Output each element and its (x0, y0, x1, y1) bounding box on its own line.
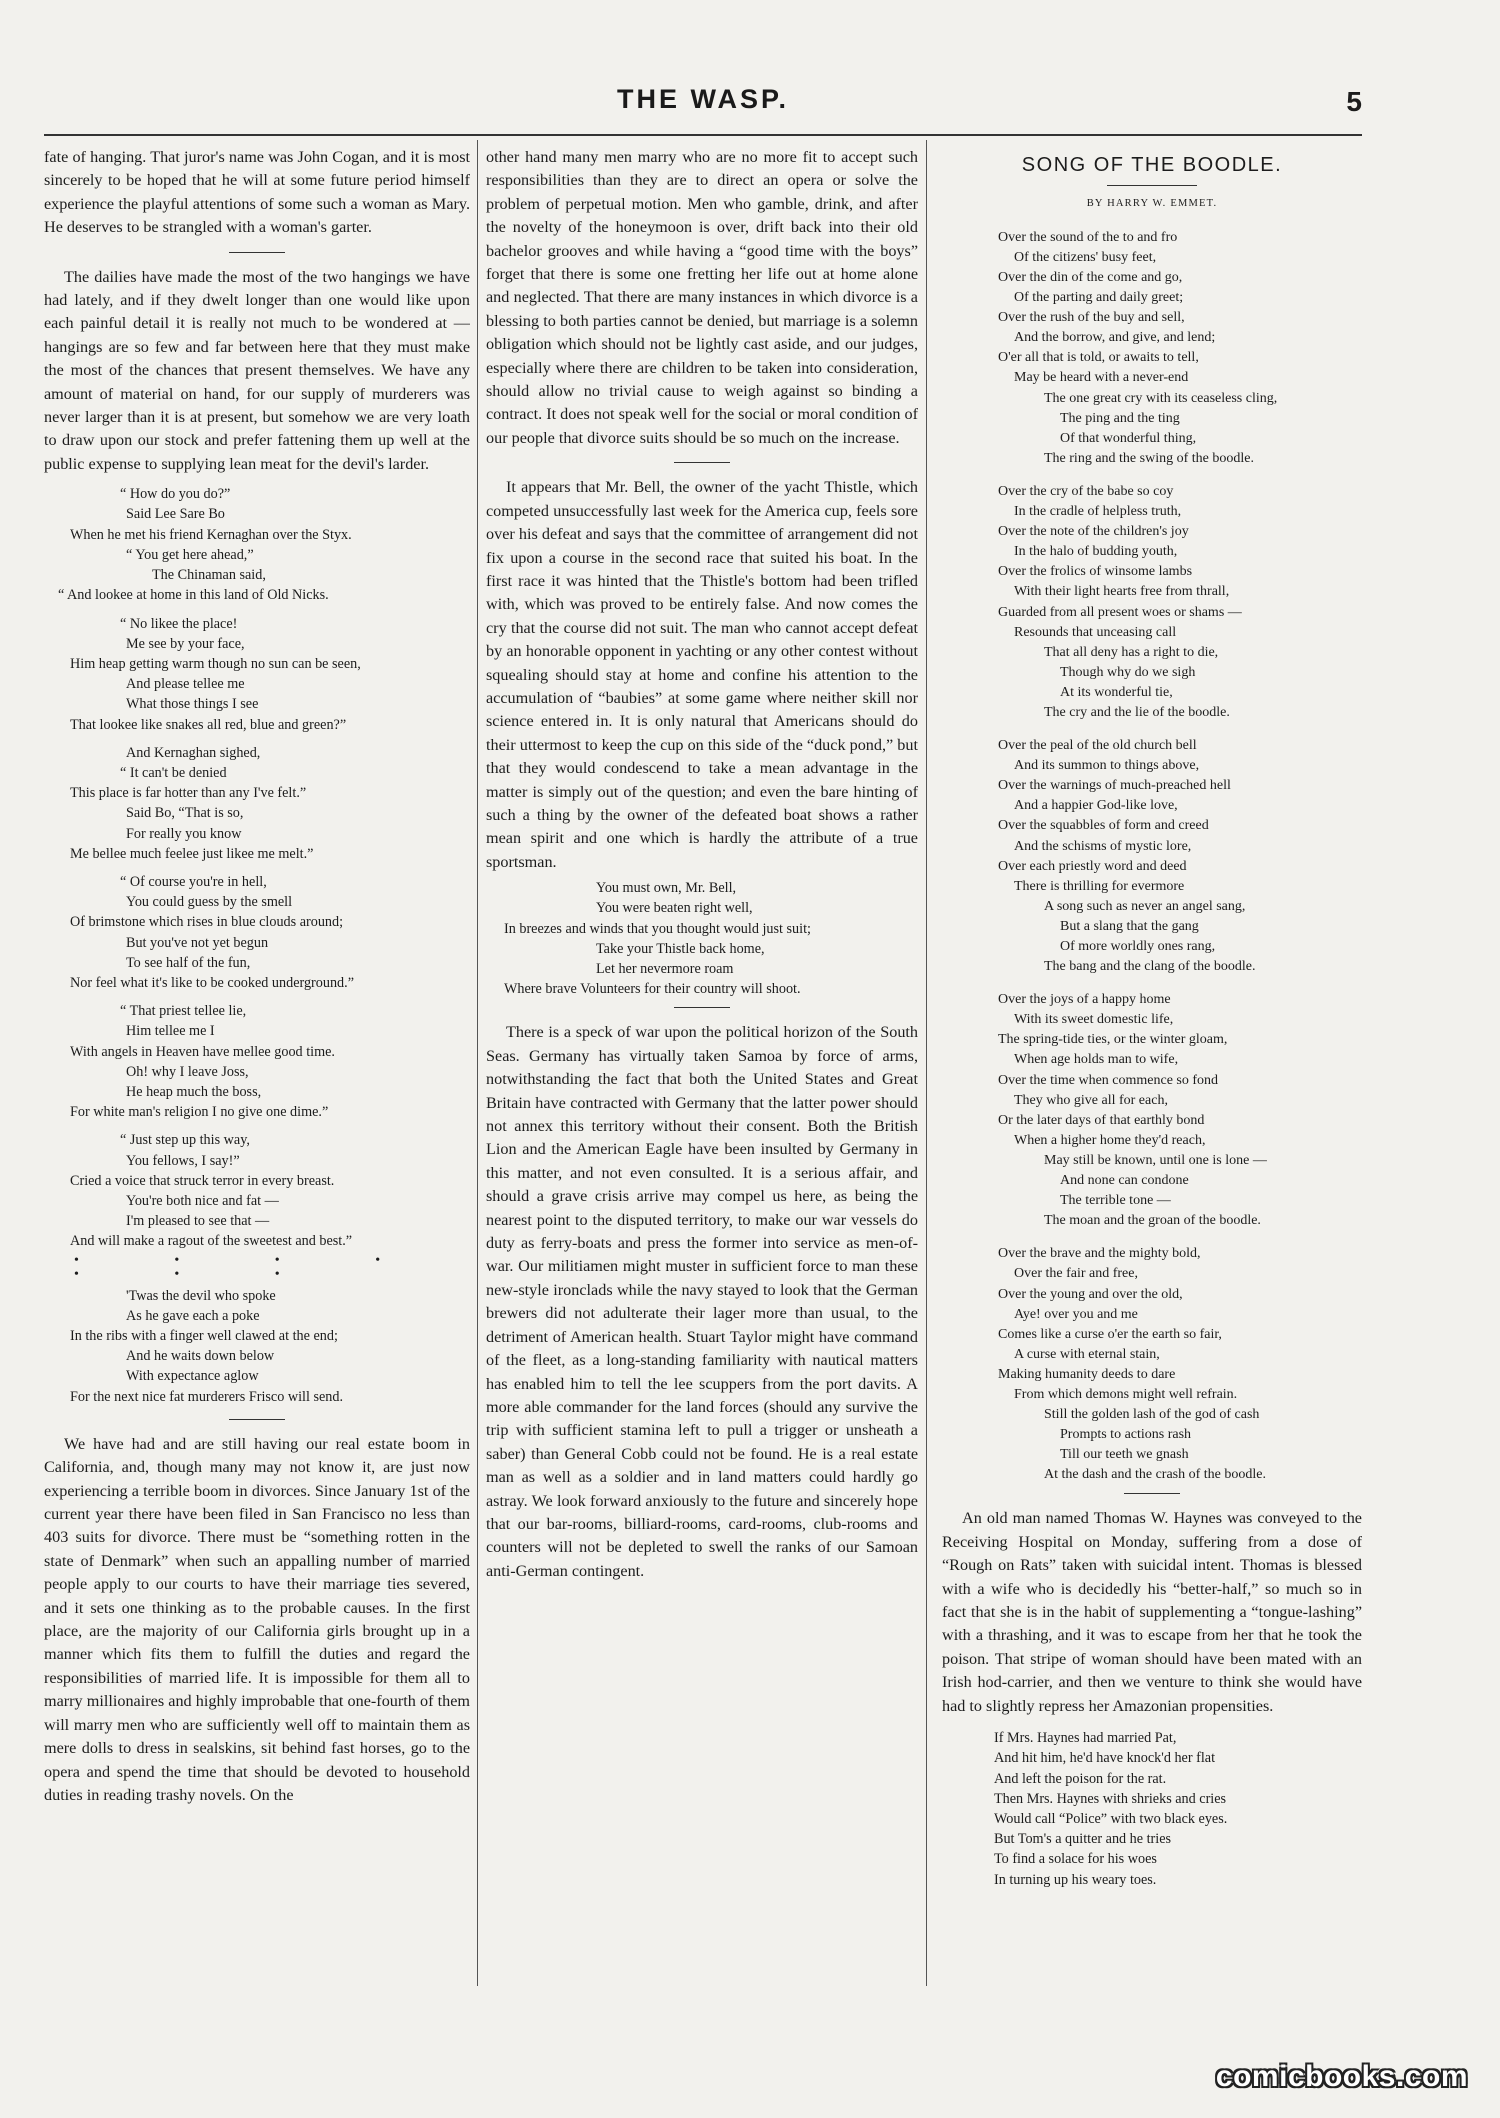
stanza (44, 743, 470, 864)
verse-line: The terrible tone — (1060, 1193, 1171, 1209)
verse-line: Then Mrs. Haynes with shrieks and cries (994, 1790, 1227, 1807)
verse-line: And none can condone (1060, 1173, 1189, 1189)
paragraph: There is a speck of war upon the political horizon of the South Seas. Germany has virtually taken Samoa by force of arms, notwithstanding the fact that both the United States and Great Britain have contracted with Germany that the latter power should not annex this territory without their consent. Both the British Lion and the American Eagle have been insulted by Germany in this matter, and not even consulted. It is a serious affair, and should a grave crisis arrive may compel us here, as being the nearest point to the disputed territory, to make our war vessels do duty as ferry-boats and press the former into service as men-of-war. Our militiamen might muster in sufficient force to man these new-style ironclads while the navy stayed to look that the German brewers did not adulterate their lager more than usual, to the detriment of American health. Stuart Taylor might have command of the fleet, as a long-standing familiarity with nautical matters has enabled him to tell the lee scuppers from the port davits. A more able commander for the land forces (should any survive the trip with sufficient stamina left to pull a trigger or unsheath a saber) than General Cobb could not be found. He is a real estate man as well as a soldier and in land matters could hardly go astray. We look forward anxiously to the future and sincerely hope that our bar-rooms, billiard-rooms, card-rooms, club-rooms and counters will not be depleted to swell the ranks of our Samoan anti-German contingent. (486, 1023, 918, 1580)
verse-line: If Mrs. Haynes had married Pat, (994, 1730, 1177, 1747)
verse-line: And he waits down below (126, 1348, 275, 1365)
verse-line: Over the brave and the mighty bold, (998, 1246, 1201, 1262)
verse-line: For really you know (126, 825, 242, 842)
column-3 (942, 146, 1362, 1978)
verse-line: In turning up his weary toes. (994, 1871, 1157, 1888)
verse-line: And its summon to things above, (1014, 758, 1200, 774)
verse-line: Of more worldly ones rang, (1060, 939, 1216, 954)
section-separator (1124, 1493, 1180, 1494)
stanza (44, 1130, 470, 1251)
verse-line: Cried a voice that struck terror in every breast. (70, 1172, 335, 1189)
verse-line: A curse with eternal stain, (1014, 1346, 1160, 1362)
verse-line: And left the poison for the rat. (994, 1770, 1167, 1787)
verse-line: In the ribs with a finger well clawed at the end; (70, 1328, 338, 1344)
column-2 (486, 146, 918, 1978)
chinaman-poem (44, 484, 470, 1407)
section-separator (674, 1007, 730, 1008)
verse-line: The one great cry with its ceaseless cling, (1044, 390, 1278, 406)
verse-line: At its wonderful tie, (1060, 684, 1173, 700)
verse-line: Over the din of the come and go, (998, 270, 1183, 285)
verse-line: This place is far hotter than any I've felt.” (70, 785, 307, 802)
header-rule (44, 134, 1362, 136)
verse-line: Over the note of the children's joy (998, 524, 1189, 540)
verse-line: Said Lee Sare Bo (126, 506, 225, 523)
verse-line: And the borrow, and give, and lend; (1014, 330, 1216, 346)
verse-line: And please tellee me (126, 676, 245, 693)
verse-line: Of the parting and daily greet; (1014, 290, 1184, 306)
verse-line: “ No likee the place! (120, 615, 238, 632)
section-separator (229, 1419, 285, 1420)
verse-line: Of brimstone which rises in blue clouds around; (70, 914, 344, 931)
verse-line: You're both nice and fat — (126, 1192, 279, 1209)
page-number: 5 (1346, 86, 1362, 117)
song-of-the-boodle (942, 154, 1362, 1485)
verse-line: To find a solace for his woes (994, 1851, 1157, 1868)
verse-line: Over the peal of the old church bell (998, 738, 1197, 754)
stanza (44, 1001, 470, 1122)
byline: BY HARRY W. EMMET. (1086, 198, 1218, 210)
verse-line: “ Of course you're in hell, (120, 873, 267, 890)
verse-line: Over the fair and free, (1014, 1266, 1138, 1282)
verse-line: O'er all that is told, or awaits to tell, (998, 350, 1199, 366)
haynes-verse (942, 1728, 1362, 1890)
song-verse (942, 228, 1362, 1486)
verse-line: Aye! over you and me (1014, 1306, 1138, 1322)
verse-line: The cry and the lie of the boodle. (1044, 704, 1230, 720)
verse-line: They who give all for each, (1014, 1092, 1168, 1108)
verse-line: Where brave Volunteers for their country will shoot. (504, 981, 801, 998)
verse-line: He heap much the boss, (126, 1083, 262, 1100)
paragraph: fate of hanging. That juror's name was John Cogan, and it is most sincerely to be hoped that he will at some future period himself experience the playful attentions of some such a woman as Mary. He deserves to be strangled with a woman's garter. (44, 148, 470, 237)
verse-line: Nor feel what it's like to be cooked underground.” (70, 974, 354, 991)
verse-line: The spring-tide ties, or the winter gloam, (998, 1032, 1228, 1048)
verse-line: That lookee like snakes all red, blue and green?” (70, 716, 347, 733)
verse-line: “ You get here ahead,” (126, 546, 254, 563)
verse-line: With angels in Heaven have mellee good time. (70, 1043, 335, 1060)
verse-line: Oh! why I leave Joss, (126, 1063, 249, 1080)
verse-line: May still be known, until one is lone — (1044, 1152, 1267, 1168)
verse-line: Him tellee me I (126, 1023, 215, 1040)
verse-line: Over the warnings of much-preached hell (998, 778, 1231, 794)
verse-line: Over the sound of the to and fro (998, 229, 1178, 245)
verse-line: Of that wonderful thing, (1060, 430, 1197, 446)
verse-line: The bang and the clang of the boodle. (1044, 959, 1256, 975)
verse-line: Prompts to actions rash (1060, 1427, 1192, 1443)
verse-line: Though why do we sigh (1060, 664, 1196, 680)
verse-line: Of the citizens' busy feet, (1014, 249, 1157, 265)
stanza (942, 482, 1362, 723)
verse-line: I'm pleased to see that — (126, 1213, 270, 1230)
verse-line: But Tom's a quitter and he tries (994, 1831, 1172, 1848)
verse-line: When he met his friend Kernaghan over the Styx. (70, 526, 352, 543)
verse-line: There is thrilling for evermore (1014, 878, 1185, 894)
stanza (44, 484, 470, 605)
verse-line: You could guess by the smell (126, 894, 293, 911)
verse-line: In breezes and winds that you thought would just suit; (504, 920, 811, 937)
verse-line: You must own, Mr. Bell, (596, 880, 737, 897)
verse-line: Over the squabbles of form and creed (998, 818, 1209, 834)
verse-line: Comes like a curse o'er the earth so fair, (998, 1326, 1222, 1342)
verse-line: Would call “Police” with two black eyes. (994, 1810, 1228, 1827)
verse-line: Me see by your face, (126, 635, 245, 652)
verse-line: The ping and the ting (1060, 410, 1180, 426)
column-divider (477, 140, 478, 1986)
verse-line: In the cradle of helpless truth, (1014, 504, 1182, 520)
verse-line: You fellows, I say!” (126, 1152, 240, 1169)
verse-line: And will make a ragout of the sweetest and best.” (70, 1233, 353, 1250)
paragraph: The dailies have made the most of the two hangings we have had lately, and if they dwelt longer than one would like upon each painful detail it is really not much to be wondered at — hangings are so few and far between here that they must make the most of the chances that present themselves. We have any amount of material on hand, for our supply of murderers was never larger than it is at present, but somehow we are very loath to draw upon our stock and prefer fattening them up well at the public expense to supplying lean meat for the devil's larder. (44, 267, 470, 473)
running-title: THE WASP. (616, 84, 790, 114)
verse-line: When age holds man to wife, (1014, 1052, 1179, 1068)
paragraph: We have had and are still having our real estate boom in California, and, though many may not know it, are just now experiencing a terrible boom in divorces. Since January 1st of the current year there have been filed in San Francisco no less than 403 suits for divorce. There must be “something rotten in the state of Denmark” when such an appalling number of married people apply to our courts to have their marriage ties severed, and it sets one thinking as to the probable causes. In the first place, are the majority of our California girls brought up in a manner which fits them to fulfill the duties and regard the responsibilities of married life. It is impossible for them all to marry millionaires and highly improbable that one-fourth of them will marry men who are sufficiently well off to maintain them as mere dolls to dress in sealskins, sit behind fast horses, go to the opera and spend the time that should be devoted to household duties in reading trashy novels. On the (44, 1434, 470, 1804)
verse-line: “ Just step up this way, (120, 1132, 250, 1149)
paragraph: other hand many men marry who are no more fit to accept such responsibilities than they are to direct an opera or solve the problem of perpetual motion. Men who gamble, drink, and after the novelty of the honeymoon is over, drift back into their old bachelor grooves and while having a “good time with the boys” forget that there is some one fretting her life out at home alone and neglected. That there are many instances in which divorce is a blessing to both parties cannot be denied, but marriage is a solemn obligation which should not be lightly cast aside, and our judges, especially where there are children to be taken into consideration, should allow no trivial cause to weigh against so binding a contract. It does not speak well for the social or moral condition of our people that divorce suits should be so much on the increase. (486, 148, 918, 447)
paragraph: An old man named Thomas W. Haynes was conveyed to the Receiving Hospital on Monday, suffering from a dose of “Rough on Rats” taken with suicidal intent. Thomas is blessed with a wife who is decidedly his “better-half,” so much so in fact that she is in the habit of supplementing a “tongue-lashing” with a thrashing, and it was to escape from her that he took the poison. That stripe of woman should have been mated with an Irish hod-carrier, and then we venture to think she would have had to slightly repress her Amazonian propensities. (942, 1509, 1362, 1715)
verse-line: As he gave each a poke (126, 1307, 260, 1324)
verse-line: Over the rush of the buy and sell, (998, 310, 1185, 326)
verse-line: Over the time when commence so fond (998, 1072, 1219, 1088)
verse-line: At the dash and the crash of the boodle. (1044, 1467, 1266, 1483)
verse-line: Guarded from all present woes or shams — (998, 604, 1242, 620)
stanza (942, 736, 1362, 977)
verse-line: What those things I see (126, 696, 259, 713)
ornament-stars: • • • • • • • (74, 1252, 427, 1282)
section-separator (674, 462, 730, 463)
stanza (942, 228, 1362, 469)
verse-line: Over each priestly word and deed (998, 858, 1187, 874)
verse-line: With its sweet domestic life, (1014, 1012, 1174, 1028)
verse-line: From which demons might well refrain. (1014, 1386, 1238, 1402)
verse-line: The Chinaman said, (152, 567, 266, 584)
verse-line: Said Bo, “That is so, (126, 805, 244, 822)
verse-line: The ring and the swing of the boodle. (1044, 450, 1254, 466)
verse-line: But a slang that the gang (1060, 918, 1199, 934)
section-separator (229, 252, 285, 253)
verse-line: Still the golden lash of the god of cash (1044, 1407, 1260, 1423)
verse-line: And hit him, he'd have knock'd her flat (994, 1750, 1216, 1767)
verse-line: With expectance aglow (126, 1368, 259, 1385)
verse-line: Take your Thistle back home, (596, 940, 765, 957)
column-1 (44, 146, 470, 1978)
verse-line: “ That priest tellee lie, (120, 1003, 247, 1020)
stanza (44, 1286, 470, 1407)
verse-line: “ And lookee at home in this land of Old Nicks. (58, 587, 329, 604)
verse-line: 'Twas the devil who spoke (126, 1287, 276, 1304)
verse-line: Over the young and over the old, (998, 1286, 1183, 1302)
stanza (44, 614, 470, 735)
verse-line: Or the later days of that earthly bond (998, 1112, 1205, 1128)
verse-line: “ It can't be denied (120, 764, 227, 781)
song-title: SONG OF THE BOODLE. (1021, 154, 1283, 176)
title-rule (1107, 185, 1197, 186)
stanza (942, 990, 1362, 1231)
verse-line: That all deny has a right to die, (1044, 644, 1219, 660)
verse-line: Till our teeth we gnash (1060, 1447, 1189, 1463)
verse-line: “ How do you do?” (120, 486, 231, 503)
thistle-verse (486, 878, 918, 999)
verse-line: Let her nevermore roam (596, 961, 734, 977)
verse-line: And the schisms of mystic lore, (1014, 838, 1192, 854)
verse-line: In the halo of budding youth, (1014, 544, 1178, 560)
verse-line: Making humanity deeds to dare (998, 1366, 1176, 1382)
verse-line: Over the frolics of winsome lambs (998, 564, 1193, 580)
column-divider (926, 140, 927, 1986)
verse-line: Resounds that unceasing call (1014, 624, 1177, 640)
verse-line: You were beaten right well, (596, 900, 753, 917)
verse-line: And a happier God-like love, (1014, 798, 1178, 814)
verse-line: With their light hearts free from thrall, (1014, 584, 1230, 600)
verse-line: For white man's religion I no give one dime.” (70, 1104, 329, 1121)
verse-line: Him heap getting warm though no sun can be seen, (70, 655, 361, 672)
verse-line: For the next nice fat murderers Frisco will send. (70, 1388, 344, 1405)
verse-line: The moan and the groan of the boodle. (1044, 1213, 1261, 1229)
verse-line: May be heard with a never-end (1014, 370, 1189, 386)
verse-line: To see half of the fun, (126, 954, 251, 971)
verse-line: When a higher home they'd reach, (1014, 1132, 1206, 1148)
verse-line: Me bellee much feelee just likee me melt.” (70, 845, 314, 862)
verse-line: Over the joys of a happy home (998, 992, 1171, 1008)
stanza (942, 1244, 1362, 1485)
stanza (44, 872, 470, 993)
paragraph: It appears that Mr. Bell, the owner of the yacht Thistle, which competed unsuccessfully last week for the America cup, feels sore over his defeat and says that the committee of arrangement did not fix upon a course in the second race that suited his boat. In the first race it was hinted that the Thistle's bottom had been trifled with, which was proved to be entirely false. And now comes the cry that the course did not suit. The man who cannot accept defeat by an honorable opponent in yachting or any other contest without squealing should stay at home and confine his attention to the accumulation of “baubies” at some game where neither skill nor science entered in. It is only natural that Americans should do their uttermost to keep the cup on this side of the “duck pond,” but that they would condescend to take a mean advantage in the matter is simply out of the question; and even the bare hinting of such a thing by the owner of the defeated boat shows a rather mean spirit and one which is hardly the attribute of a true sportsman. (486, 478, 918, 871)
verse-line: Over the cry of the babe so coy (998, 483, 1174, 499)
site-watermark: comicbooks.com (1215, 2060, 1468, 2093)
verse-line: And Kernaghan sighed, (126, 744, 261, 761)
verse-line: A song such as never an angel sang, (1044, 898, 1246, 914)
verse-line: But you've not yet begun (126, 934, 269, 951)
page-header (44, 84, 1362, 124)
